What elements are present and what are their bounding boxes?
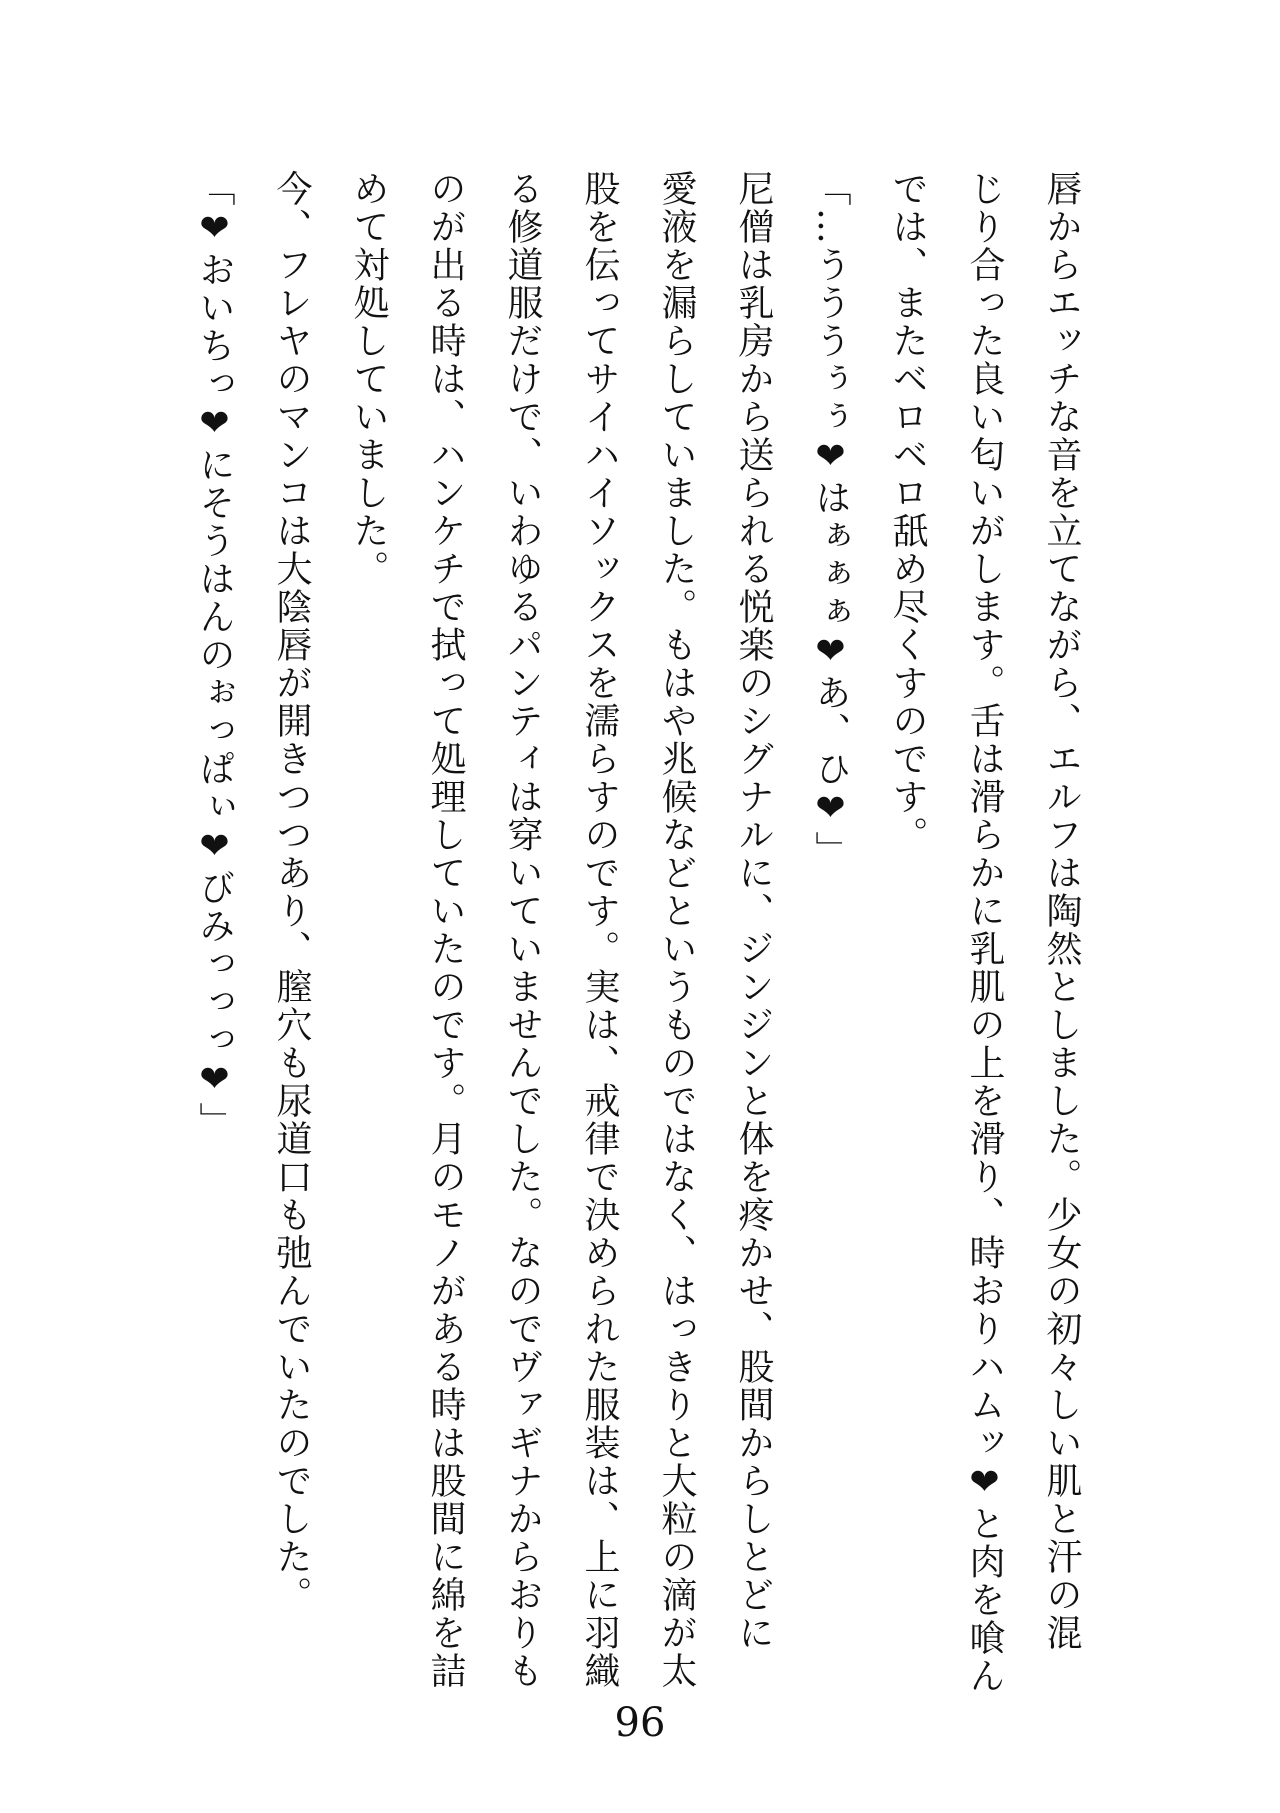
text-line: 股を伝ってサイハイソックスを濡らすのです。実は、戒律で決められた服装は、上に羽織: [579, 170, 620, 1690]
text-line: 今、フレヤのマンコは大陰唇が開きつつあり、膣穴も尿道口も弛んでいたのでした。: [271, 170, 312, 1614]
text-line: る修道服だけで、いわゆるパンティは穿いていませんでした。なのでヴァギナからおりも: [502, 170, 543, 1690]
text-line: めて対処していました。: [348, 170, 389, 588]
text-line: のが出る時は、ハンケチで拭って処理していたのです。月のモノがある時は股間に綿を詰: [425, 170, 466, 1690]
text-line: 唇からエッチな音を立てながら、エルフは陶然としました。少女の初々しい肌と汗の混: [1041, 170, 1082, 1652]
vertical-text-body: [176, 170, 1100, 1695]
text-line: 愛液を漏らしていました。もはや兆候などというものではなく、はっきりと大粒の滴が太: [656, 170, 697, 1690]
text-line: 「❤おいちっ❤にそうはんのぉっぱぃ❤びみっっっ❤」: [194, 170, 235, 1140]
text-line: 「…うううぅぅ❤はぁぁぁ❤あ、ひ❤」: [810, 170, 851, 869]
text-line: 尼僧は乳房から送られる悦楽のシグナルに、ジンジンと体を疼かせ、股間からしとどに: [733, 170, 774, 1652]
text-line: では、またベロベロ舐め尽くすのです。: [887, 170, 928, 854]
text-line: じり合った良い匂いがします。舌は滑らかに乳肌の上を滑り、時おりハムッ❤と肉を喰ん: [964, 170, 1005, 1695]
page-number: 96: [614, 1700, 666, 1746]
